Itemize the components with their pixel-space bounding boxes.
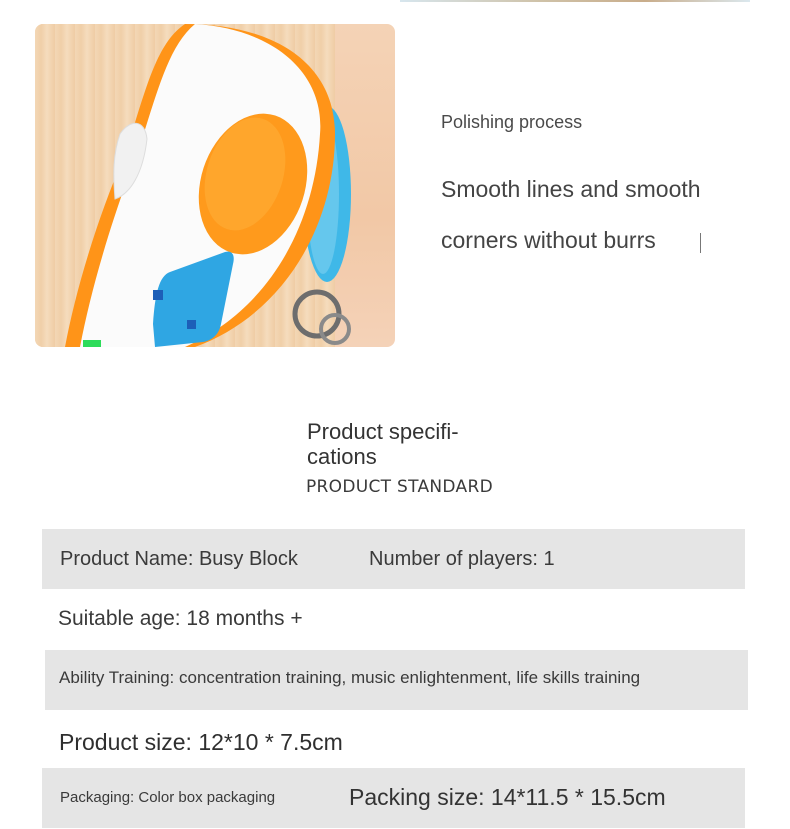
product-size-spec: Product size: 12*10 * 7.5cm xyxy=(59,729,343,755)
suitable-age-spec: Suitable age: 18 months + xyxy=(58,607,303,630)
polishing-description-line-1: Smooth lines and smooth xyxy=(441,176,701,202)
polishing-process-label: Polishing process xyxy=(441,112,583,132)
polishing-description-line-2: corners without burrs xyxy=(441,227,656,253)
top-decorative-strip xyxy=(400,0,750,2)
product-photo xyxy=(35,24,395,347)
packaging-spec: Packaging: Color box packaging xyxy=(60,789,276,806)
product-standard-subtitle: PRODUCT STANDARD xyxy=(306,477,493,497)
ability-training-spec: Ability Training: concentration training, music enlightenment, life skills training xyxy=(59,668,641,687)
toy-illustration xyxy=(35,24,395,347)
number-of-players-spec: Number of players: 1 xyxy=(369,548,555,570)
text-cursor-mark xyxy=(700,233,701,253)
product-name-spec: Product Name: Busy Block xyxy=(60,548,298,570)
product-specifications-title: Product specifi- cations xyxy=(307,419,459,469)
packing-size-spec: Packing size: 14*11.5 * 15.5cm xyxy=(349,784,666,810)
